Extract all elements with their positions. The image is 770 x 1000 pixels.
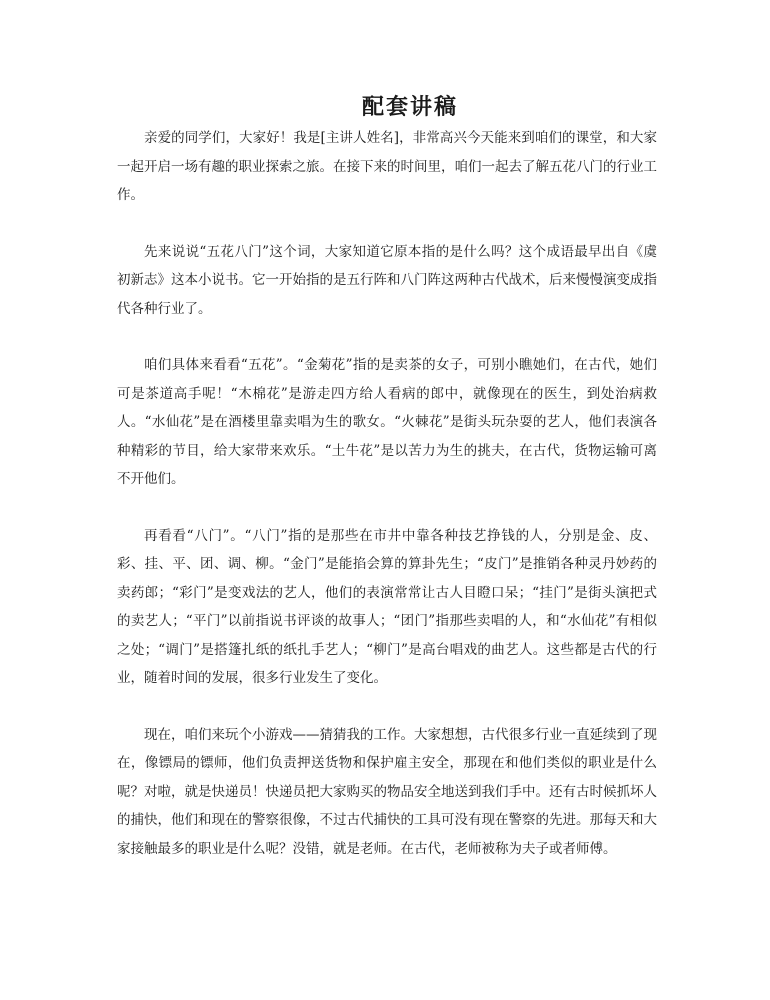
document-body xyxy=(117,124,657,891)
paragraph-idiom-origin: 先来说说“五花八门”这个词，大家知道它原本指的是什么吗？这个成语最早出自《虞初新志》这本小说书。它一开始指的是五行阵和八门阵这两种古代战术，后来慢慢演变成指代各种行业了。 xyxy=(117,243,657,317)
paragraph-guessing-game: 现在，咱们来玩个小游戏——猜猜我的工作。大家想想，古代很多行业一直延续到了现在，像镖局的镖师，他们负责押送货物和保护雇主安全，那现在和他们类似的职业是什么呢？对啦，就是快递员！快递员把大家购买的物品安全地送到我们手中。还有古时候抓坏人的捕快，他们和现在的警察很像，不过古代捕快的工具可没有现在警察的先进。那每天和大家接触最多的职业是什么呢？没错，就是老师。在古代，老师被称为夫子或者师傅。 xyxy=(117,726,657,857)
paragraph-five-flowers: 咱们具体来看看“五花”。“金菊花”指的是卖茶的女子，可别小瞧她们，在古代，她们可是茶道高手呢！“木棉花”是游走四方给人看病的郎中，就像现在的医生，到处治病救人。“水仙花”是在酒楼里靠卖唱为生的歌女。“火棘花”是街头玩杂耍的艺人，他们表演各种精彩的节目，给大家带来欢乐。“土牛花”是以苦力为生的挑夫，在古代，货物运输可离不开他们。 xyxy=(117,357,657,487)
paragraph-intro: 亲爱的同学们，大家好！我是[主讲人姓名]，非常高兴今天能来到咱们的课堂，和大家一起开启一场有趣的职业探索之旅。在接下来的时间里，咱们一起去了解五花八门的行业工作。 xyxy=(117,130,657,203)
document-title: 配套讲稿 xyxy=(361,94,458,120)
paragraph-eight-gates: 再看看“八门”。“八门”指的是那些在市井中靠各种技艺挣钱的人，分别是金、皮、彩、挂、平、团、调、柳。“金门”是能掐会算的算卦先生；“皮门”是推销各种灵丹妙药的卖药郎；“彩门”是变戏法的艺人，他们的表演常常让古人目瞪口呆；“挂门”是街头演把式的卖艺人；“平门”以前指说书评谈的故事人；“团门”指那些卖唱的人，和“水仙花”有相似之处；“调门”是搭篷扎纸的纸扎手艺人；“柳门”是高台唱戏的曲艺人。这些都是古代的行业，随着时间的发展，很多行业发生了变化。 xyxy=(117,527,657,686)
